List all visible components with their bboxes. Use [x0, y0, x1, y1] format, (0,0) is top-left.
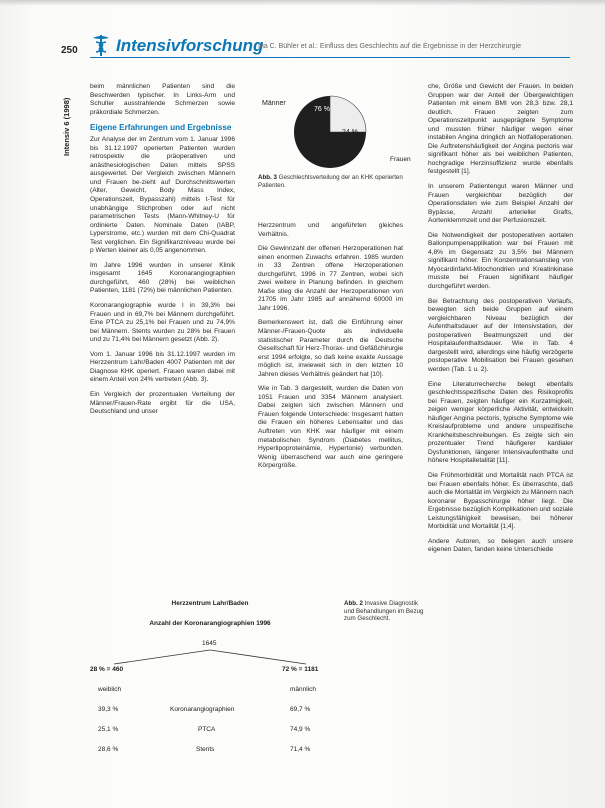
running-title: Ina C. Bühler et al.: Einfluss des Geschlechts auf die Ergebnisse in der Herzchirurgie: [258, 43, 522, 50]
pie-label-women: Frauen: [390, 156, 411, 163]
figure-pie-chart: [258, 84, 428, 170]
row-label: Stents: [196, 746, 215, 753]
paragraph: Bei Betrachtung des postoperativen Verlaufs, bewegten sich beide Gruppen auf einem vergleichbaren Niveau bezüglich der Aufenthaltsdauer auf der Intensivstation, der postoperativen Beatmungszeit und der Hospitalaufenthaltsdauer. Wie in Tab. 4 dargestellt wird, allerdings eine häufig verzögerte postoperative Mobilisation bei Frauen gesehen werden (Tab. 1 u. 2).: [428, 297, 573, 373]
caption-text: Invasive Diagnostik und Behandlungen im Bezug zum Geschlecht.: [344, 600, 424, 623]
scan-shadow: [0, 0, 605, 6]
page-number: 250: [61, 45, 78, 56]
header-rule: [90, 57, 570, 58]
paragraph: Vom 1. Januar 1996 bis 31.12.1997 wurden im Herzzentrum Lahr/Baden 4007 Patienten mit der Diagnose KHK operiert. Frauen waren dabei mit einem Anteil von 24% vertreten (Abb. 3).: [90, 350, 235, 384]
row-left-value: 28,6 %: [98, 746, 119, 753]
row-left-value: 39,3 %: [98, 706, 119, 713]
row-right-value: 71,4 %: [290, 746, 311, 753]
paragraph: Wie in Tab. 3 dargestellt, wurden die Daten von 1051 Frauen und 3354 Männern analysiert. Dabei zeigten sich zwischen Männern und Frauen folgende Unterschiede: Insgesamt hatten die Frauen ein höheres Lebensalter und das Auftreten von KHK war häufiger mit einem metabolischen Syndrom (Diabetes mellitus, Hyperlipoproteinämie, Hypertonie) verbunden. Wenig überraschend war auch eine geringere Körpergröße.: [258, 385, 403, 470]
column-right: [428, 83, 573, 561]
row-label: Koronarangiographien: [170, 706, 235, 713]
pie-pct-men: 76 %: [314, 106, 330, 113]
right-label: männlich: [290, 686, 317, 693]
pie-slice-women: [330, 96, 366, 132]
section-heading: Eigene Erfahrungen und Ergebnisse: [90, 123, 232, 133]
paragraph: Zur Analyse der im Zentrum vom 1. Januar 1996 bis 31.12.1997 operierten Patienten wurden retrospektiv die präoperativen und anästhesiologischen Daten mittels SPSS ausgewertet. Der Vergleich zwischen Männern und Frauen be-zieht auf Durchschnittswerten (Alter, Gewicht, Body Mass Index, Operationszeit, Bypasszahl) mittels t-Test für unabhängige Stichproben oder auf nicht parametrischen Tests (Mann-Whitney-U für ordinierte Daten. Nominale Daten (IABP, Lyperstrome, etc.) wurden mit dem Chi-Quadrat Test verglichen. Ein Signifikanzniveau wurde bei p Werten kleiner als 0,05 angenommen.: [90, 136, 235, 255]
paragraph: Herzzentrum und angeführten gleiches Verhältnis.: [258, 222, 403, 238]
column-left: [90, 83, 235, 423]
row-right-value: 69,7 %: [290, 706, 311, 713]
figure-caption: [344, 600, 424, 623]
column-middle: [258, 222, 403, 477]
figure-caption: [258, 174, 408, 189]
pie-chart: [258, 84, 428, 170]
paragraph: Die Notwendigkeit der postoperativen aortalen Ballonpumpenapplikation war bei Frauen mit 4,8% im Gegensatz zu 3,5% bei Männern signifikant höher. Ein Konzentrationsanstieg von Myocardinfarkt-Mitochondrien und Kreatinkinase musste bei Frauen signifikant häufiger durchgeführt werden.: [428, 231, 573, 291]
caduceus-logo-icon: [90, 33, 112, 57]
caption-text: Geschlechtsverteilung der an KHK operierten Patienten.: [258, 174, 403, 189]
figure-angiography-tree: [90, 600, 330, 800]
paragraph: Die Frühmorbidität und Mortalität nach PTCA ist bei Frauen ebenfalls höher. Es überraschte, daß auch die Mortalität im Vergleich zu Männern nach koronarer Bypasschirurgie höher liegt. Die Ergebnisse bezüglich Komplikationen und soziale Leistungsfähigkeit beweisen, bei höherer Morbidität und Mortalität [1,4].: [428, 471, 573, 531]
paragraph: Andere Autoren, so belegen auch unsere eigenen Daten, fanden keine Unterschiede: [428, 537, 573, 554]
paragraph: Ein Vergleich der prozentualen Verteilung der Männer/Frauen-Rate ergibt für die USA, Deutschland und unser: [90, 390, 235, 416]
right-total: 72 % = 1181: [282, 666, 319, 673]
side-label: [62, 70, 74, 160]
row-left-value: 25,1 %: [98, 726, 119, 733]
paragraph: Im Jahre 1996 wurden in unserer Klinik insgesamt 1645 Koronarangiographien durchgeführt, 460 (28%) bei weiblichen Patienten, 1181 (72%) bei männlichen Patienten.: [90, 261, 235, 295]
paragraph: Bemerkenswert ist, daß die Einführung einer Männer-/Frauen-Quote als individuelle statistischer Parameter durch die Deutsche Gesellschaft für Herz-Thorax- und Gefäßchirurgie erst 1994 erfolgte, so daß keine exakte Aussage möglich ist, inwieweit sich in den letzten 10 Jahren dieses Verhältnis geändert hat [10].: [258, 319, 403, 378]
paragraph: beim männlichen Patienten sind die Beschwerden typischer. In Links-Arm und Schulter ausstrahlende Schmerzen sowie präkordiale Schmerzen.: [90, 83, 235, 116]
brand-title: Intensivforschung: [116, 36, 264, 55]
row-label: PTCA: [198, 726, 216, 733]
figure-title: Herzzentrum Lahr/Baden: [171, 600, 249, 607]
paragraph: che, Größe und Gewicht der Frauen. In beiden Gruppen war der Anteil der Übergewichtigen Patienten mit einem BMI von 28,3 bzw. 28,1 deutlich. Frauen zeigten zum Operationszeitpunkt ausgeprägtere Symptome und mussten früher häufiger wegen einer instabilen Angina dringlich an Notfalloperationen. Die Auftretenshäufigkeit der Angina pectoris war signifikant höher als bei weiblichen Patienten, hochgradige Herzinsuffizienz wurde ebenfalls festgestellt [1].: [428, 83, 573, 176]
total-count: 1645: [202, 640, 217, 647]
paragraph: Die Gewinnzahl der offenen Herzoperationen hat einen enormen Zuwachs erfahren. 1985 wurden in 33 Zentren offene Herzoperationen durchgeführt, 1996 in 77 Zentren, wobei sich zwei weitere in Planung befinden. In gleichem Maße stieg die Anzahl der Herzoperationen von 21705 im Jahr 1985 auf annähernd 60000 im Jahr 1996.: [258, 245, 403, 312]
paragraph: In unserem Patientengut waren Männer und Frauen vergleichbar bezüglich der Operationsdaten wie zum Beispiel Anzahl der Bypässe, Anzahl arterieller Grafts, Aortenklemmzeit und der Perfusionszeit.: [428, 183, 573, 225]
journal-issue-label: Intensiv 6 (1998): [62, 97, 71, 156]
paragraph: Eine Literaturrecherche belegt ebenfalls geschlechtsspezifische Daten des Risikoprofils bei Frauen, zeigten häufiger ein Kurzatmigkeit, zeigen weniger körperliche Aktivität, entwickeln häufiger Angina pectoris, typische Symptome wie Kreislaufprobleme und andere unspezifische Krankheitsbeschreibungen. Es zeigte sich ein prozentualer Trend häufigerer kardialer Dysfunktionen, längerer Intensivaufenthalte und höhere Hospitalletalität [11].: [428, 380, 573, 465]
pie-pct-women: 24 %: [342, 129, 358, 136]
left-total: 28 % = 460: [90, 666, 124, 673]
row-right-value: 74,9 %: [290, 726, 311, 733]
left-label: weiblich: [98, 686, 122, 693]
caption-label: Abb. 3: [258, 174, 277, 181]
paragraph: Koronarangiographie wurde l in 39,3% bei Frauen und in 69,7% bei Männern durchgeführt. Eine PTCA zu 25,1% bei Frauen und zu 74,9% bei Männern. Stents wurden zu 28% bei Frauen und zu 71,4% bei Männern gesetzt (Abb. 2).: [90, 302, 235, 344]
caption-label: Abb. 2: [344, 600, 363, 607]
tree-branches: [90, 648, 330, 668]
figure-subtitle: Anzahl der Koronarangiographien 1996: [149, 620, 271, 627]
pie-label-men: Männer: [262, 100, 286, 107]
